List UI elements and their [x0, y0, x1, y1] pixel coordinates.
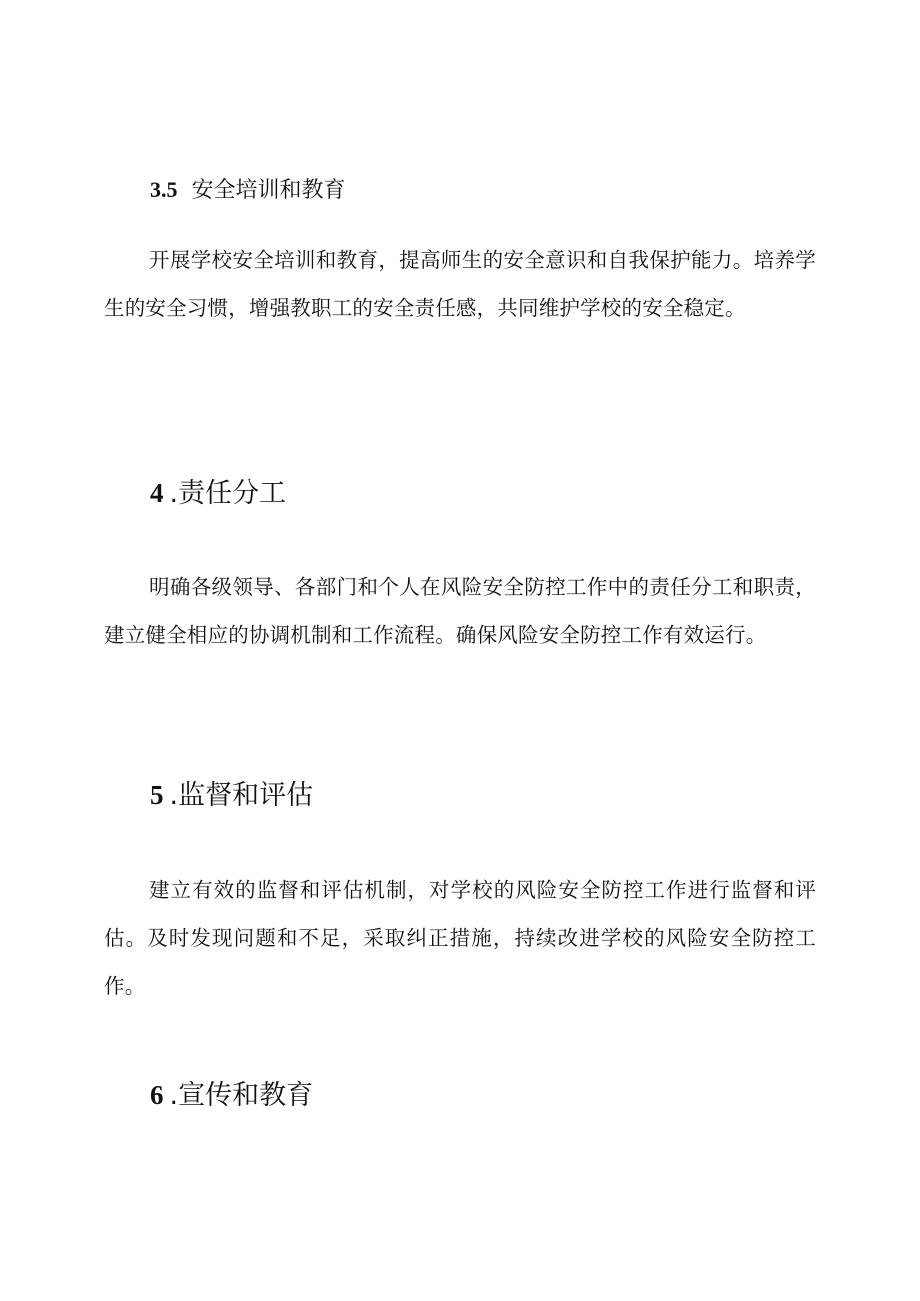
section-number: 6: [150, 1080, 164, 1110]
section-title: .责任分工: [169, 478, 287, 509]
section-title: .监督和评估: [169, 780, 314, 811]
section-paragraph-5: 建立有效的监督和评估机制，对学校的风险安全防控工作进行监督和评估。及时发现问题和不足，采取纠正措施，持续改进学校的风险安全防控工作。: [104, 878, 816, 998]
section-paragraph-4: 明确各级领导、各部门和个人在风险安全防控工作中的责任分工和职责，建立健全相应的协调机制和工作流程。确保风险安全防控工作有效运行。: [104, 575, 816, 647]
section-heading-5: [150, 775, 313, 816]
section-title: .宣传和教育: [169, 1080, 314, 1111]
section-title: 安全培训和教育: [191, 178, 346, 203]
section-number: 4: [150, 478, 164, 508]
section-paragraph-3-5: 开展学校安全培训和教育，提高师生的安全意识和自我保护能力。培养学生的安全习惯，增强教职工的安全责任感，共同维护学校的安全稳定。: [104, 248, 816, 320]
section-heading-3-5: [150, 172, 346, 209]
section-heading-6: [150, 1075, 313, 1116]
section-number: 5: [150, 780, 164, 810]
section-number: 3.5: [150, 177, 178, 202]
section-heading-4: [150, 473, 286, 514]
